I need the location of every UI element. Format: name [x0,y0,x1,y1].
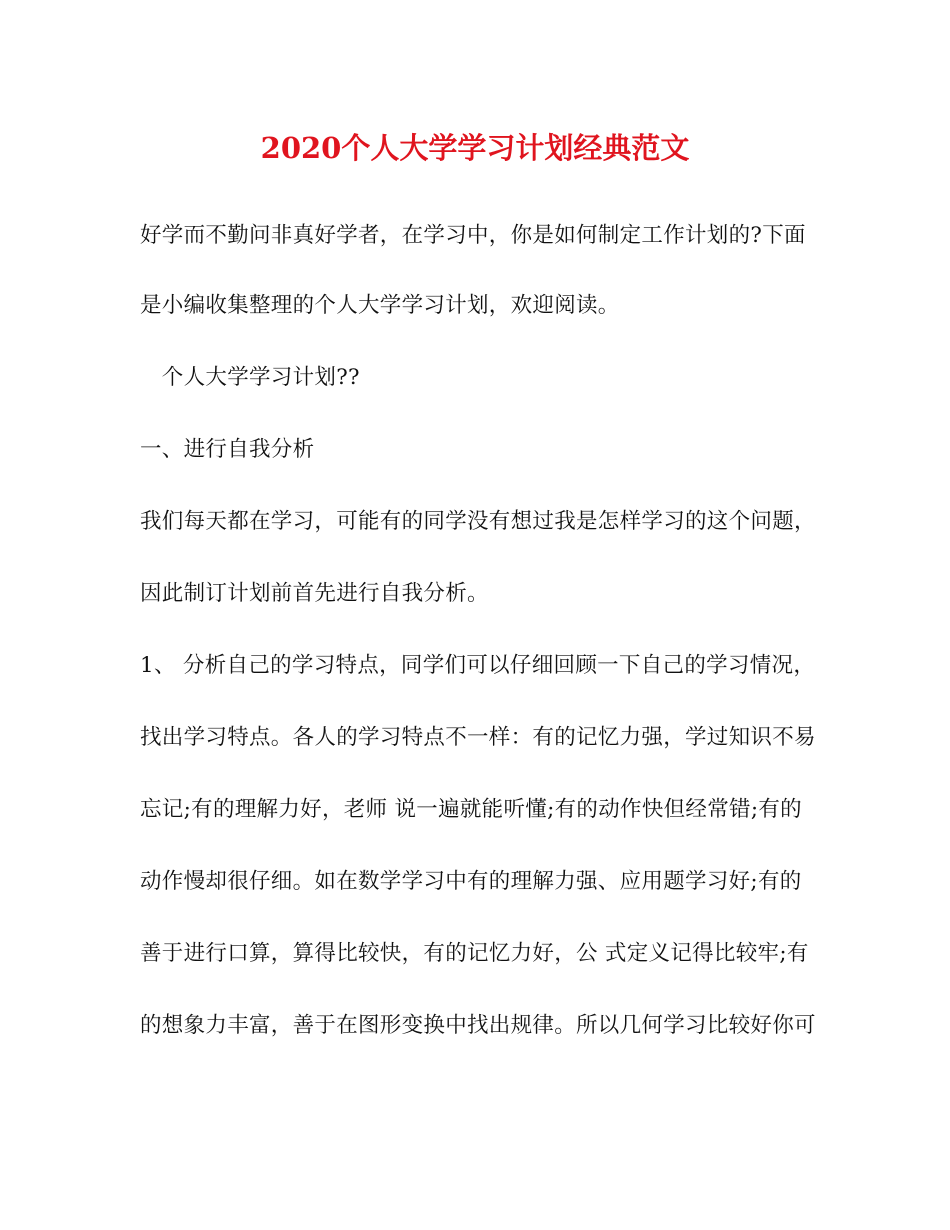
body-line: 动作慢却很仔细。如在数学学习中有的理解力强、应用题学习好;有的 [140,869,802,894]
body-line: 善于进行口算，算得比较快，有的记忆力好，公 式定义记得比较牢;有 [140,941,809,966]
body-line: 1、 分析自己的学习特点，同学们可以仔细回顾一下自己的学习情况， [140,653,816,678]
section-heading: 一、进行自我分析 [140,437,315,462]
body-line: 找出学习特点。各人的学习特点不一样：有的记忆力强，学过知识不易 [140,725,816,750]
body-line: 的想象力丰富，善于在图形变换中找出规律。所以几何学习比较好你可 [140,1013,816,1038]
page-title: 2020个人大学学习计划经典范文 [260,131,690,165]
body-line: 因此制订计划前首先进行自我分析。 [140,581,489,606]
body-line: 我们每天都在学习，可能有的同学没有想过我是怎样学习的这个问题， [140,509,816,534]
section-heading: 个人大学学习计划?? [140,365,360,390]
body-line: 好学而不勤问非真好学者，在学习中，你是如何制定工作计划的?下面 [140,223,806,248]
body-line: 是小编收集整理的个人大学学习计划，欢迎阅读。 [140,293,620,318]
body-line: 忘记;有的理解力好，老师 说一遍就能听懂;有的动作快但经常错;有的 [140,797,802,822]
